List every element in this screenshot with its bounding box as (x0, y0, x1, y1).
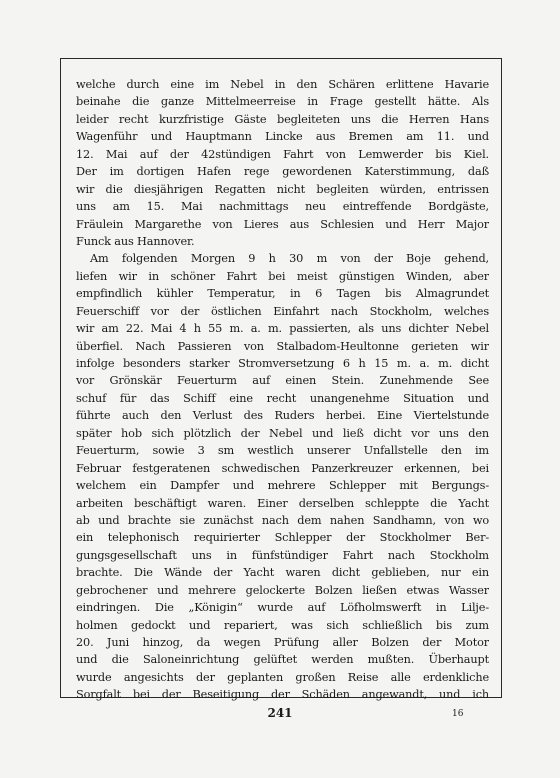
text-line: gebrochener und mehrere gelockerte Bolzen ließen etwas Wasser (76, 583, 489, 597)
text-line: brachte. Die Wände der Yacht waren dicht geblieben, nur ein (76, 566, 489, 580)
text-line: welchem ein Dampfer und mehrere Schlepper mit Bergungs- (76, 479, 489, 493)
text-line: Sorgfalt bei der Beseitigung der Schäden angewandt, und ich (76, 688, 489, 702)
text-line: 20. Juni hinzog, da wegen Prüfung aller Bolzen der Motor (76, 636, 489, 649)
page-number: 241 (267, 706, 293, 720)
text-line: uns am 15. Mai nachmittags neu eintreffende Bordgäste, (76, 200, 489, 214)
text-line: beinahe die ganze Mittelmeerreise in Frage gestellt hätte. Als (76, 95, 489, 109)
text-line: Der im dortigen Hafen rege gewordenen Katerstimmung, daß (76, 165, 489, 179)
text-line: später hob sich plötzlich der Nebel und ließ dicht vor uns den (76, 426, 489, 440)
text-line: und die Saloneinrichtung gelüftet werden mußten. Überhaupt (76, 653, 489, 667)
text-line: 12. Mai auf der 42stündigen Fahrt von Lemwerder bis Kiel. (76, 147, 489, 161)
text-line: eindringen. Die „Königin“ wurde auf Löfholmswerft in Lilje- (76, 601, 489, 615)
text-line: holmen gedockt und repariert, was sich schließlich bis zum (76, 618, 489, 632)
text-line: Am folgenden Morgen 9 h 30 m von der Boje gehend, (90, 252, 489, 266)
text-line: Feuerschiff vor der östlichen Einfahrt nach Stockholm, welches (76, 304, 489, 318)
text-line: schuf für das Schiff eine recht unangenehme Situation und (76, 391, 489, 405)
text-line: ab und brachte sie zunächst nach dem nahen Sandhamn, von wo (76, 513, 489, 527)
text-line: führte auch den Verlust des Ruders herbei. Eine Viertelstunde (76, 409, 489, 423)
signature-mark: 16 (452, 709, 464, 719)
text-line: wir die diesjährigen Regatten nicht begleiten würden, entrissen (76, 182, 489, 196)
text-line: liefen wir in schöner Fahrt bei meist günstigen Winden, aber (76, 269, 489, 283)
text-line: wir am 22. Mai 4 h 55 m. a. m. passierten, als uns dichter Nebel (76, 322, 489, 336)
text-line: infolge besonders starker Stromversetzung 6 h 15 m. a. m. dicht (76, 357, 489, 370)
text-line: Funck aus Hannover. (76, 234, 195, 248)
text-line: leider recht kurzfristige Gäste begleiteten uns die Herren Hans (76, 112, 489, 126)
body-text (76, 76, 489, 704)
text-line: Wagenführ und Hauptmann Lincke aus Bremen am 11. und (76, 130, 489, 144)
text-line: vor Grönskär Feuerturm auf einen Stein. Zunehmende See (76, 374, 489, 388)
text-line: überfiel. Nach Passieren von Stalbadom-Heultonne gerieten wir (76, 339, 489, 353)
text-line: welche durch eine im Nebel in den Schären erlittene Havarie (76, 78, 489, 91)
text-line: arbeiten beschäftigt waren. Einer derselben schleppte die Yacht (76, 496, 489, 510)
text-line: Fräulein Margarethe von Lieres aus Schlesien und Herr Major (76, 217, 489, 231)
text-line: ein telephonisch requirierter Schlepper der Stockholmer Ber- (76, 531, 489, 545)
text-line: Feuerturm, sowie 3 sm westlich unserer Unfallstelle den im (76, 444, 489, 458)
text-line: gungsgesellschaft uns in fünfstündiger Fahrt nach Stockholm (76, 548, 489, 562)
text-line: wurde angesichts der geplanten großen Reise alle erdenkliche (76, 670, 489, 684)
text-line: empfindlich kühler Temperatur, in 6 Tagen bis Almagrundet (76, 287, 489, 301)
text-line: Februar festgeratenen schwedischen Panzerkreuzer erkennen, bei (76, 461, 489, 475)
